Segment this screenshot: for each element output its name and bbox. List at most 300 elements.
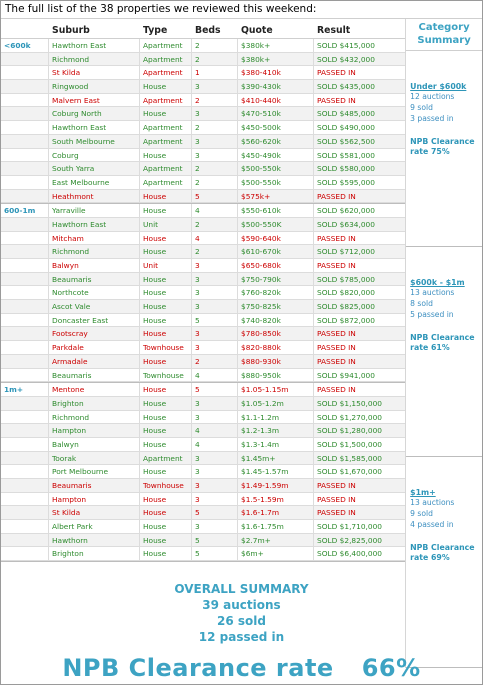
cell-type: House bbox=[140, 286, 192, 299]
cell-result: SOLD $820,000 bbox=[317, 288, 375, 298]
cell-result: SOLD $1,710,000 bbox=[317, 522, 382, 532]
cell-beds: 2 bbox=[192, 94, 238, 107]
table-body bbox=[1, 39, 405, 562]
cell-result: SOLD $1,500,000 bbox=[317, 439, 382, 449]
overall-title: OVERALL SUMMARY bbox=[174, 582, 309, 596]
cell-type: House bbox=[140, 520, 192, 533]
cell-type: House bbox=[140, 506, 192, 519]
cell-quote: $1.49-1.59m bbox=[238, 479, 314, 492]
cell-quote: $820-880k bbox=[238, 341, 314, 354]
band-label bbox=[1, 520, 49, 533]
cell-suburb: Northcote bbox=[49, 286, 140, 299]
cell-type: Unit bbox=[140, 218, 192, 231]
band-label bbox=[1, 162, 49, 175]
cell-beds: 5 bbox=[192, 506, 238, 519]
cell-quote: $380-410k bbox=[238, 66, 314, 79]
band-label bbox=[1, 341, 49, 354]
cell-result: SOLD $490,000 bbox=[317, 123, 375, 133]
cell-type: House bbox=[140, 547, 192, 560]
cell-type: Apartment bbox=[140, 53, 192, 66]
cell-result: SOLD $581,000 bbox=[317, 150, 375, 160]
cell-beds: 5 bbox=[192, 534, 238, 547]
category-summary-box bbox=[406, 82, 482, 247]
cell-beds: 5 bbox=[192, 547, 238, 560]
cell-result: SOLD $562,500 bbox=[317, 136, 375, 146]
band-label bbox=[1, 452, 49, 465]
cell-type: Apartment bbox=[140, 162, 192, 175]
cell-quote: $610-670k bbox=[238, 245, 314, 258]
band-label bbox=[1, 273, 49, 286]
category-sold: 9 sold bbox=[410, 509, 433, 519]
category-passed: 5 passed in bbox=[410, 310, 454, 320]
cell-suburb: Armadale bbox=[49, 355, 140, 368]
overall-sold: 26 sold bbox=[217, 614, 266, 628]
cell-quote: $6m+ bbox=[238, 547, 314, 560]
category-passed: 3 passed in bbox=[410, 114, 454, 123]
table-row bbox=[1, 94, 405, 108]
cell-quote: $560-620k bbox=[238, 135, 314, 148]
band-label bbox=[1, 369, 49, 382]
cell-beds: 4 bbox=[192, 369, 238, 382]
category-auctions: 13 auctions bbox=[410, 498, 455, 508]
cell-result: PASSED IN bbox=[317, 68, 356, 78]
table-row bbox=[1, 204, 405, 218]
cell-beds: 2 bbox=[192, 218, 238, 231]
cell-suburb: Richmond bbox=[49, 411, 140, 424]
band-label bbox=[1, 259, 49, 272]
cell-type: House bbox=[140, 465, 192, 478]
cell-result: PASSED IN bbox=[317, 508, 356, 518]
band-label: <600k bbox=[1, 39, 49, 52]
table-row bbox=[1, 452, 405, 466]
cell-type: Townhouse bbox=[140, 479, 192, 492]
category-auctions: 13 auctions bbox=[410, 288, 455, 298]
cell-beds: 3 bbox=[192, 341, 238, 354]
cell-suburb: Hawthorn East bbox=[49, 218, 140, 231]
cell-beds: 3 bbox=[192, 479, 238, 492]
band-label: 1m+ bbox=[1, 383, 49, 396]
cell-type: Apartment bbox=[140, 121, 192, 134]
cell-result: PASSED IN bbox=[317, 494, 356, 504]
cell-result: SOLD $785,000 bbox=[317, 274, 375, 284]
cell-result: SOLD $825,000 bbox=[317, 302, 375, 312]
cell-quote: $1.1-1.2m bbox=[238, 411, 314, 424]
table-row bbox=[1, 506, 405, 520]
cell-suburb: Yarraville bbox=[49, 204, 140, 217]
cell-type: House bbox=[140, 411, 192, 424]
header-type: Type bbox=[143, 25, 168, 36]
cell-result: SOLD $580,000 bbox=[317, 164, 375, 174]
cell-beds: 3 bbox=[192, 286, 238, 299]
header-beds: Beds bbox=[195, 25, 221, 36]
table-row bbox=[1, 190, 405, 204]
cell-type: House bbox=[140, 355, 192, 368]
cell-quote: $880-930k bbox=[238, 355, 314, 368]
band-label bbox=[1, 479, 49, 492]
cell-quote: $650-680k bbox=[238, 259, 314, 272]
band-label bbox=[1, 438, 49, 451]
cell-quote: $450-490k bbox=[238, 149, 314, 162]
cell-suburb: South Melbourne bbox=[49, 135, 140, 148]
band-label bbox=[1, 80, 49, 93]
cell-result: SOLD $1,670,000 bbox=[317, 467, 382, 477]
cell-result: SOLD $6,400,000 bbox=[317, 549, 382, 559]
table-row bbox=[1, 424, 405, 438]
category-summary-title: Category Summary bbox=[406, 19, 482, 51]
table-row bbox=[1, 53, 405, 67]
cell-type: House bbox=[140, 534, 192, 547]
band-label bbox=[1, 300, 49, 313]
cell-type: House bbox=[140, 300, 192, 313]
table-row bbox=[1, 66, 405, 80]
cell-suburb: Coburg North bbox=[49, 107, 140, 120]
table-row bbox=[1, 245, 405, 259]
category-auctions: 12 auctions bbox=[410, 92, 455, 101]
cell-beds: 4 bbox=[192, 232, 238, 245]
cell-beds: 5 bbox=[192, 190, 238, 203]
cell-result: SOLD $415,000 bbox=[317, 41, 375, 50]
table-row bbox=[1, 286, 405, 300]
cell-quote: $750-825k bbox=[238, 300, 314, 313]
cell-quote: $1.2-1.3m bbox=[238, 424, 314, 437]
cell-type: House bbox=[140, 327, 192, 340]
band-label bbox=[1, 218, 49, 231]
cell-quote: $500-550k bbox=[238, 176, 314, 189]
cell-suburb: Richmond bbox=[49, 53, 140, 66]
cell-quote: $410-440k bbox=[238, 94, 314, 107]
table-row bbox=[1, 80, 405, 94]
cell-quote: $740-820k bbox=[238, 314, 314, 327]
cell-suburb: Ringwood bbox=[49, 80, 140, 93]
clearance-value: 66% bbox=[361, 654, 421, 682]
cell-type: House bbox=[140, 314, 192, 327]
table-row bbox=[1, 300, 405, 314]
band-label bbox=[1, 506, 49, 519]
cell-type: House bbox=[140, 232, 192, 245]
cell-beds: 3 bbox=[192, 107, 238, 120]
clearance-label: NPB Clearance rate bbox=[62, 654, 334, 682]
cell-beds: 3 bbox=[192, 493, 238, 506]
cell-suburb: Balwyn bbox=[49, 259, 140, 272]
cell-result: SOLD $485,000 bbox=[317, 109, 375, 119]
band-label bbox=[1, 232, 49, 245]
cell-result: SOLD $435,000 bbox=[317, 82, 375, 92]
cell-result: PASSED IN bbox=[317, 356, 356, 366]
table-row bbox=[1, 273, 405, 287]
category-clearance: NPB Clearance rate 61% bbox=[410, 333, 475, 353]
cell-beds: 5 bbox=[192, 314, 238, 327]
cell-quote: $380k+ bbox=[238, 53, 314, 66]
table-row bbox=[1, 534, 405, 548]
cell-quote: $1.6-1.7m bbox=[238, 506, 314, 519]
table-row bbox=[1, 314, 405, 328]
table-row bbox=[1, 218, 405, 232]
cell-beds: 2 bbox=[192, 121, 238, 134]
cell-suburb: Hampton bbox=[49, 424, 140, 437]
band-label bbox=[1, 547, 49, 560]
cell-beds: 2 bbox=[192, 176, 238, 189]
overall-auctions: 39 auctions bbox=[202, 598, 281, 612]
cell-suburb: St Kilda bbox=[49, 66, 140, 79]
cell-beds: 4 bbox=[192, 438, 238, 451]
cell-suburb: Heathmont bbox=[49, 190, 140, 203]
cell-quote: $450-500k bbox=[238, 121, 314, 134]
table-row bbox=[1, 149, 405, 163]
band-block bbox=[1, 39, 405, 204]
cell-beds: 3 bbox=[192, 273, 238, 286]
cell-beds: 2 bbox=[192, 39, 238, 52]
category-passed: 4 passed in bbox=[410, 520, 454, 530]
header-result: Result bbox=[317, 25, 351, 36]
cell-beds: 3 bbox=[192, 259, 238, 272]
cell-suburb: Richmond bbox=[49, 245, 140, 258]
table-row bbox=[1, 135, 405, 149]
category-range: Under $600k bbox=[410, 82, 467, 91]
cell-quote: $1.45m+ bbox=[238, 452, 314, 465]
cell-quote: $780-850k bbox=[238, 327, 314, 340]
cell-quote: $1.45-1.57m bbox=[238, 465, 314, 478]
cell-suburb: Mitcham bbox=[49, 232, 140, 245]
cell-type: House bbox=[140, 80, 192, 93]
band-label bbox=[1, 411, 49, 424]
cell-type: House bbox=[140, 273, 192, 286]
cell-result: SOLD $872,000 bbox=[317, 315, 375, 325]
cell-quote: $500-550k bbox=[238, 162, 314, 175]
table-row bbox=[1, 479, 405, 493]
cell-suburb: East Melbourne bbox=[49, 176, 140, 189]
band-label bbox=[1, 190, 49, 203]
table-row bbox=[1, 411, 405, 425]
header-quote: Quote bbox=[241, 25, 273, 36]
cell-result: PASSED IN bbox=[317, 343, 356, 353]
cell-quote: $2.7m+ bbox=[238, 534, 314, 547]
band-label bbox=[1, 286, 49, 299]
cell-suburb: Brighton bbox=[49, 397, 140, 410]
band-label bbox=[1, 94, 49, 107]
cell-type: House bbox=[140, 424, 192, 437]
cell-beds: 2 bbox=[192, 162, 238, 175]
cell-type: House bbox=[140, 438, 192, 451]
cell-quote: $760-820k bbox=[238, 286, 314, 299]
band-label bbox=[1, 397, 49, 410]
cell-beds: 3 bbox=[192, 397, 238, 410]
table-row bbox=[1, 327, 405, 341]
band-block bbox=[1, 204, 405, 383]
cell-quote: $1.6-1.75m bbox=[238, 520, 314, 533]
cell-result: SOLD $432,000 bbox=[317, 54, 375, 64]
cell-type: House bbox=[140, 190, 192, 203]
cell-type: Apartment bbox=[140, 66, 192, 79]
cell-suburb: Beaumaris bbox=[49, 273, 140, 286]
header-suburb: Suburb bbox=[52, 25, 90, 36]
band-label bbox=[1, 534, 49, 547]
band-label: 600-1m bbox=[1, 204, 49, 217]
cell-beds: 2 bbox=[192, 245, 238, 258]
band-label bbox=[1, 121, 49, 134]
band-label bbox=[1, 493, 49, 506]
table-row bbox=[1, 397, 405, 411]
overall-passed: 12 passed in bbox=[198, 630, 285, 644]
cell-type: Apartment bbox=[140, 94, 192, 107]
cell-type: House bbox=[140, 149, 192, 162]
cell-suburb: Malvern East bbox=[49, 94, 140, 107]
cell-beds: 3 bbox=[192, 300, 238, 313]
band-label bbox=[1, 314, 49, 327]
table-row bbox=[1, 259, 405, 273]
band-label bbox=[1, 355, 49, 368]
table-row bbox=[1, 438, 405, 452]
overall-clearance bbox=[1, 653, 482, 683]
band-label bbox=[1, 149, 49, 162]
cell-type: House bbox=[140, 245, 192, 258]
table-row bbox=[1, 121, 405, 135]
table-row bbox=[1, 39, 405, 53]
cell-beds: 5 bbox=[192, 383, 238, 396]
cell-type: Townhouse bbox=[140, 369, 192, 382]
category-summary-box bbox=[406, 278, 482, 457]
cell-beds: 3 bbox=[192, 135, 238, 148]
category-clearance: NPB Clearance rate 69% bbox=[410, 543, 475, 563]
cell-type: House bbox=[140, 383, 192, 396]
table-row bbox=[1, 493, 405, 507]
cell-beds: 4 bbox=[192, 424, 238, 437]
cell-beds: 2 bbox=[192, 53, 238, 66]
cell-suburb: Toorak bbox=[49, 452, 140, 465]
table-header-row bbox=[1, 19, 405, 39]
cell-result: SOLD $941,000 bbox=[317, 370, 375, 380]
category-sold: 9 sold bbox=[410, 103, 433, 112]
cell-beds: 3 bbox=[192, 452, 238, 465]
cell-quote: $550-610k bbox=[238, 204, 314, 217]
category-sold: 8 sold bbox=[410, 299, 433, 309]
table-row bbox=[1, 369, 405, 383]
cell-type: Apartment bbox=[140, 452, 192, 465]
cell-result: SOLD $620,000 bbox=[317, 206, 375, 216]
cell-beds: 3 bbox=[192, 411, 238, 424]
cell-type: Apartment bbox=[140, 135, 192, 148]
cell-quote: $470-510k bbox=[238, 107, 314, 120]
band-label bbox=[1, 327, 49, 340]
cell-type: House bbox=[140, 107, 192, 120]
cell-type: House bbox=[140, 493, 192, 506]
cell-beds: 3 bbox=[192, 149, 238, 162]
cell-quote: $390-430k bbox=[238, 80, 314, 93]
cell-suburb: Hawthorn East bbox=[49, 39, 140, 52]
band-label bbox=[1, 176, 49, 189]
cell-beds: 1 bbox=[192, 66, 238, 79]
cell-suburb: South Yarra bbox=[49, 162, 140, 175]
cell-result: SOLD $634,000 bbox=[317, 219, 375, 229]
cell-suburb: Albert Park bbox=[49, 520, 140, 533]
category-range: $1m+ bbox=[410, 488, 436, 498]
table-row bbox=[1, 162, 405, 176]
cell-type: Apartment bbox=[140, 39, 192, 52]
cell-suburb: Mentone bbox=[49, 383, 140, 396]
cell-suburb: Footscray bbox=[49, 327, 140, 340]
cell-suburb: Brighton bbox=[49, 547, 140, 560]
cell-quote: $590-640k bbox=[238, 232, 314, 245]
overall-summary bbox=[1, 571, 482, 684]
cell-result: PASSED IN bbox=[317, 385, 356, 395]
cell-quote: $500-550K bbox=[238, 218, 314, 231]
band-label bbox=[1, 465, 49, 478]
band-label bbox=[1, 245, 49, 258]
cell-quote: $1.05-1.2m bbox=[238, 397, 314, 410]
header-band bbox=[1, 19, 49, 38]
table-row bbox=[1, 176, 405, 190]
cell-beds: 2 bbox=[192, 355, 238, 368]
cell-result: PASSED IN bbox=[317, 95, 356, 105]
cell-suburb: Doncaster East bbox=[49, 314, 140, 327]
cell-type: Unit bbox=[140, 259, 192, 272]
cell-type: Apartment bbox=[140, 176, 192, 189]
cell-result: SOLD $1,280,000 bbox=[317, 426, 382, 436]
cell-type: Townhouse bbox=[140, 341, 192, 354]
band-label bbox=[1, 424, 49, 437]
table-row bbox=[1, 520, 405, 534]
cell-beds: 3 bbox=[192, 80, 238, 93]
cell-beds: 3 bbox=[192, 327, 238, 340]
cell-quote: $380k+ bbox=[238, 39, 314, 52]
cell-suburb: Beaumaris bbox=[49, 369, 140, 382]
cell-result: PASSED IN bbox=[317, 233, 356, 243]
cell-result: SOLD $712,000 bbox=[317, 247, 375, 257]
category-clearance: NPB Clearance rate 75% bbox=[410, 137, 475, 156]
band-label bbox=[1, 135, 49, 148]
cell-result: SOLD $1,150,000 bbox=[317, 398, 382, 408]
cell-result: PASSED IN bbox=[317, 329, 356, 339]
cell-beds: 3 bbox=[192, 465, 238, 478]
table-row bbox=[1, 547, 405, 561]
cell-suburb: Balwyn bbox=[49, 438, 140, 451]
cell-result: PASSED IN bbox=[317, 261, 356, 270]
cell-suburb: Hawthorn bbox=[49, 534, 140, 547]
band-block bbox=[1, 383, 405, 562]
cell-quote: $575k+ bbox=[238, 190, 314, 203]
cell-result: SOLD $1,270,000 bbox=[317, 412, 382, 422]
cell-suburb: St Kilda bbox=[49, 506, 140, 519]
table-row bbox=[1, 465, 405, 479]
cell-quote: $1.05-1.15m bbox=[238, 383, 314, 396]
cell-result: SOLD $1,585,000 bbox=[317, 453, 382, 463]
cell-quote: $750-790k bbox=[238, 273, 314, 286]
report-intro: The full list of the 38 properties we reviewed this weekend: bbox=[1, 1, 482, 19]
cell-quote: $880-950k bbox=[238, 369, 314, 382]
table-row bbox=[1, 355, 405, 369]
band-label bbox=[1, 107, 49, 120]
table-row bbox=[1, 341, 405, 355]
table-row bbox=[1, 383, 405, 397]
cell-result: PASSED IN bbox=[317, 481, 356, 490]
cell-type: House bbox=[140, 397, 192, 410]
cell-result: PASSED IN bbox=[317, 191, 356, 201]
cell-suburb: Beaumaris bbox=[49, 479, 140, 492]
cell-result: SOLD $595,000 bbox=[317, 177, 375, 187]
cell-result: SOLD $2,825,000 bbox=[317, 535, 382, 545]
cell-suburb: Port Melbourne bbox=[49, 465, 140, 478]
cell-suburb: Ascot Vale bbox=[49, 300, 140, 313]
cell-quote: $1.5-1.59m bbox=[238, 493, 314, 506]
band-label bbox=[1, 53, 49, 66]
cell-type: House bbox=[140, 204, 192, 217]
band-label bbox=[1, 66, 49, 79]
cell-suburb: Coburg bbox=[49, 149, 140, 162]
cell-suburb: Hampton bbox=[49, 493, 140, 506]
table-row bbox=[1, 107, 405, 121]
table-row bbox=[1, 232, 405, 246]
cell-suburb: Parkdale bbox=[49, 341, 140, 354]
cell-suburb: Hawthorn East bbox=[49, 121, 140, 134]
